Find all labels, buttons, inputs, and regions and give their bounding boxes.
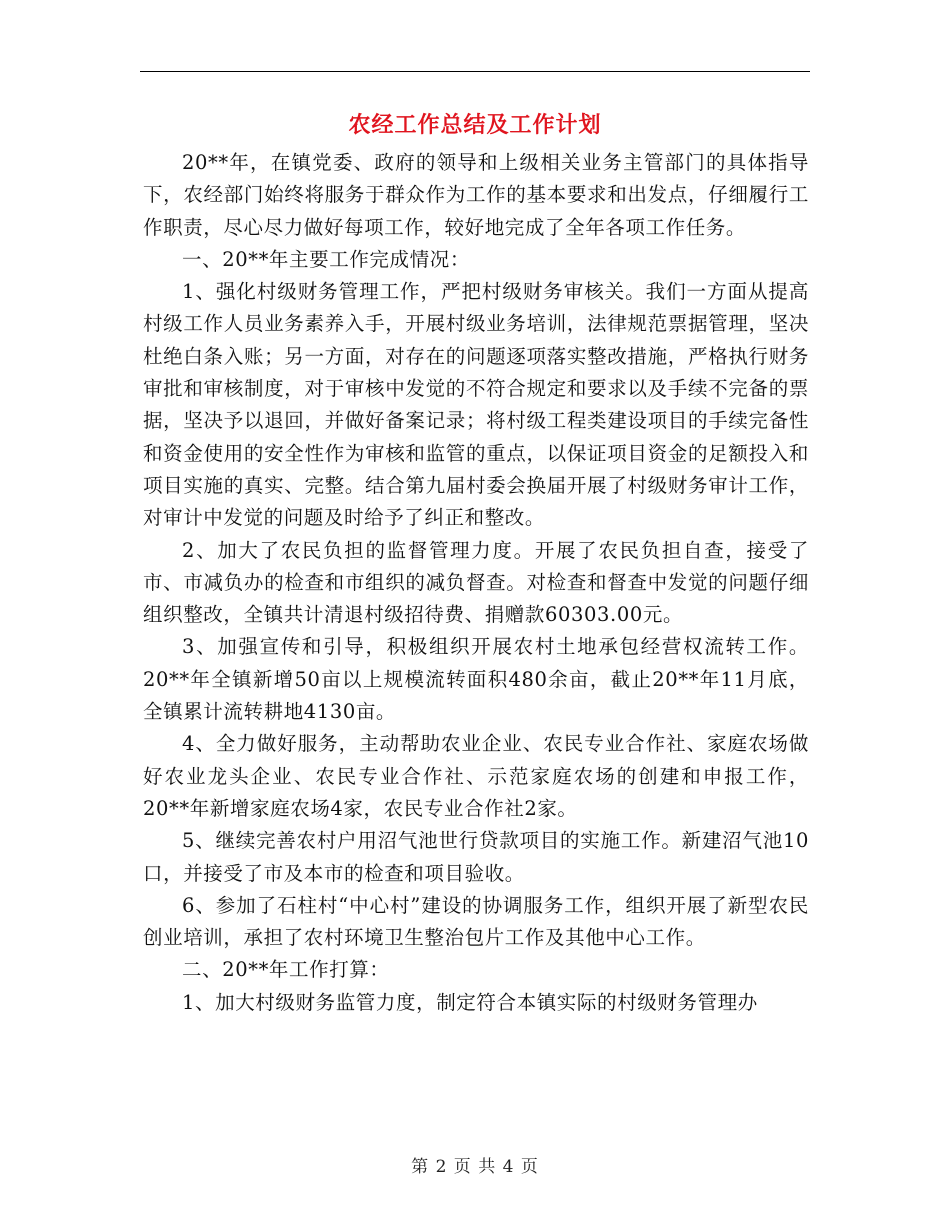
paragraph: 20**年，在镇党委、政府的领导和上级相关业务主管部门的具体指导下，农经部门始终将服务于群众作为工作的基本要求和出发点，仔细履行工作职责，尽心尽力做好每项工作，较好地完成了全年各项工作任务。 xyxy=(143,151,809,239)
document-title: 农经工作总结及工作计划 xyxy=(348,112,602,138)
paragraph: 2、加大了农民负担的监督管理力度。开展了农民负担自查，接受了市、市减负办的检查和市组织的减负督查。对检查和督查中发觉的问题仔细组织整改，全镇共计清退村级招待费、捐赠款60303.00元。 xyxy=(143,538,809,627)
section-heading: 二、20**年工作打算： xyxy=(182,958,390,982)
document-body xyxy=(143,147,809,1019)
paragraph: 5、继续完善农村户用沼气池世行贷款项目的实施工作。新建沼气池10口，并接受了市及本市的检查和项目验收。 xyxy=(143,829,809,885)
paragraph: 1、加大村级财务监管力度，制定符合本镇实际的村级财务管理办 xyxy=(182,990,758,1014)
paragraph: 1、强化村级财务管理工作，严把村级财务审核关。我们一方面从提高村级工作人员业务素养入手，开展村级业务培训，法律规范票据管理，坚决杜绝白条入账；另一方面，对存在的问题逐项落实整改措施，严格执行财务审批和审核制度，对于审核中发觉的不符合规定和要求以及手续不完备的票据，坚决予以退回，并做好备案记录；将村级工程类建设项目的手续完备性和资金使用的安全性作为审核和监管的重点，以保证项目资金的足额投入和项目实施的真实、完整。结合第九届村委会换届开展了村级财务审计工作，对审计中发觉的问题及时给予了纠正和整改。 xyxy=(143,280,809,530)
paragraph: 6、参加了石柱村“中心村”建设的协调服务工作，组织开展了新型农民创业培训，承担了农村环境卫生整治包片工作及其他中心工作。 xyxy=(143,893,809,950)
paragraph: 4、全力做好服务，主动帮助农业企业、农民专业合作社、家庭农场做好农业龙头企业、农民专业合作社、示范家庭农场的创建和申报工作，20**年新增家庭农场4家，农民专业合作社2家。 xyxy=(143,732,809,820)
paragraph: 3、加强宣传和引导，积极组织开展农村土地承包经营权流转工作。20**年全镇新增50亩以上规模流转面积480余亩，截止20**年11月底，全镇累计流转耕地4130亩。 xyxy=(143,635,809,724)
section-heading: 一、20**年主要工作完成情况： xyxy=(182,247,470,271)
page-footer xyxy=(0,1152,950,1177)
page-number: 第 2 页 共 4 页 xyxy=(411,1157,539,1177)
header-rule xyxy=(140,71,810,72)
